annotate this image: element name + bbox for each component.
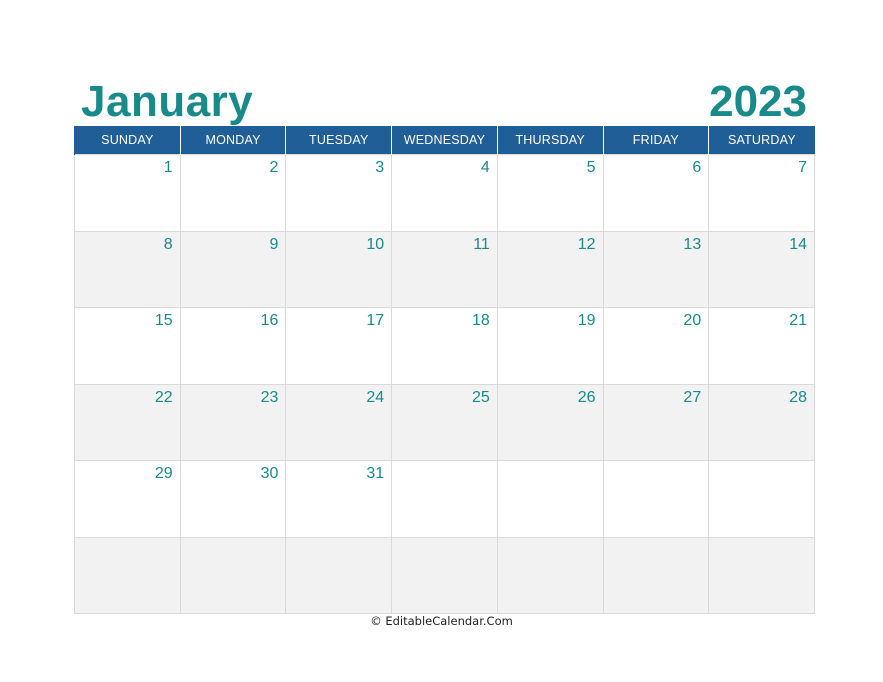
day-cell[interactable] <box>180 537 286 614</box>
day-number: 4 <box>480 159 490 176</box>
day-number: 17 <box>366 312 385 329</box>
day-cell[interactable] <box>392 231 498 308</box>
day-number: 28 <box>789 388 807 406</box>
day-number <box>604 461 709 465</box>
day-number <box>181 538 286 542</box>
day-number: 21 <box>789 312 807 329</box>
day-cell[interactable] <box>286 308 392 385</box>
day-cell[interactable] <box>497 231 603 308</box>
day-number: 25 <box>472 388 490 406</box>
weekday-friday: FRIDAY <box>603 126 709 155</box>
day-cell[interactable] <box>497 384 603 461</box>
week-row-6 <box>75 537 815 614</box>
day-cell[interactable] <box>603 231 709 308</box>
calendar-grid <box>74 126 815 614</box>
day-cell[interactable] <box>392 155 498 232</box>
day-cell[interactable] <box>75 155 181 232</box>
weekday-sunday: SUNDAY <box>75 126 181 155</box>
day-number: 30 <box>260 465 279 482</box>
day-cell[interactable] <box>180 461 286 538</box>
day-cell[interactable] <box>497 461 603 538</box>
day-cell[interactable] <box>392 308 498 385</box>
day-number: 16 <box>260 312 279 329</box>
day-cell[interactable] <box>75 231 181 308</box>
year-title: 2023 <box>709 77 807 126</box>
day-cell[interactable] <box>709 308 815 385</box>
day-cell[interactable] <box>286 231 392 308</box>
day-cell[interactable] <box>497 155 603 232</box>
day-cell[interactable] <box>75 384 181 461</box>
day-number: 24 <box>366 388 385 406</box>
day-number: 26 <box>577 388 596 406</box>
day-number: 14 <box>789 235 807 253</box>
day-number: 20 <box>683 312 702 329</box>
day-number <box>498 461 603 465</box>
day-cell[interactable] <box>709 384 815 461</box>
day-number <box>392 461 497 465</box>
calendar-title-row <box>75 74 815 126</box>
day-number: 8 <box>163 235 173 253</box>
day-number: 10 <box>366 235 385 253</box>
week-row-2 <box>75 231 815 308</box>
day-number: 5 <box>586 159 596 176</box>
day-number <box>498 538 603 542</box>
day-cell[interactable] <box>603 461 709 538</box>
day-cell[interactable] <box>180 155 286 232</box>
day-number: 9 <box>269 235 279 253</box>
weekday-saturday: SATURDAY <box>709 126 815 155</box>
day-cell[interactable] <box>709 155 815 232</box>
day-number: 27 <box>683 388 702 406</box>
day-number <box>604 538 709 542</box>
day-cell[interactable] <box>286 155 392 232</box>
weekday-thursday: THURSDAY <box>497 126 603 155</box>
week-row-3 <box>75 308 815 385</box>
day-number: 18 <box>472 312 490 329</box>
day-cell[interactable] <box>180 231 286 308</box>
day-number <box>286 538 391 542</box>
month-title: January <box>81 77 254 126</box>
day-cell[interactable] <box>603 384 709 461</box>
day-cell[interactable] <box>392 461 498 538</box>
day-cell[interactable] <box>75 537 181 614</box>
weekday-header-row <box>75 126 815 155</box>
day-cell[interactable] <box>497 537 603 614</box>
day-cell[interactable] <box>75 461 181 538</box>
week-row-5 <box>75 461 815 538</box>
day-cell[interactable] <box>180 384 286 461</box>
day-cell[interactable] <box>709 537 815 614</box>
weekday-wednesday: WEDNESDAY <box>392 126 498 155</box>
day-number: 13 <box>683 235 702 253</box>
copyright-footer: © EditableCalendar.Com <box>370 614 513 628</box>
day-number <box>392 538 497 542</box>
day-number: 2 <box>269 159 279 176</box>
day-cell[interactable] <box>286 384 392 461</box>
day-cell[interactable] <box>603 308 709 385</box>
weekday-monday: MONDAY <box>180 126 286 155</box>
day-number <box>709 461 814 465</box>
day-cell[interactable] <box>497 308 603 385</box>
day-cell[interactable] <box>709 231 815 308</box>
day-number <box>75 538 180 542</box>
day-cell[interactable] <box>603 155 709 232</box>
day-cell[interactable] <box>709 461 815 538</box>
day-number: 11 <box>473 235 490 253</box>
day-cell[interactable] <box>392 537 498 614</box>
day-cell[interactable] <box>392 384 498 461</box>
day-cell[interactable] <box>180 308 286 385</box>
day-number: 1 <box>163 159 173 176</box>
day-number: 23 <box>260 388 279 406</box>
week-row-1 <box>75 155 815 232</box>
week-row-4 <box>75 384 815 461</box>
day-number: 22 <box>154 388 173 406</box>
day-number: 3 <box>375 159 385 176</box>
day-cell[interactable] <box>603 537 709 614</box>
weekday-tuesday: TUESDAY <box>286 126 392 155</box>
day-number: 31 <box>366 465 385 482</box>
day-cell[interactable] <box>75 308 181 385</box>
day-number: 15 <box>154 312 173 329</box>
day-number <box>709 538 814 542</box>
day-number: 19 <box>577 312 596 329</box>
day-cell[interactable] <box>286 461 392 538</box>
day-number: 7 <box>798 159 807 176</box>
day-cell[interactable] <box>286 537 392 614</box>
day-number: 29 <box>154 465 173 482</box>
day-number: 12 <box>577 235 596 253</box>
day-number: 6 <box>692 159 702 176</box>
